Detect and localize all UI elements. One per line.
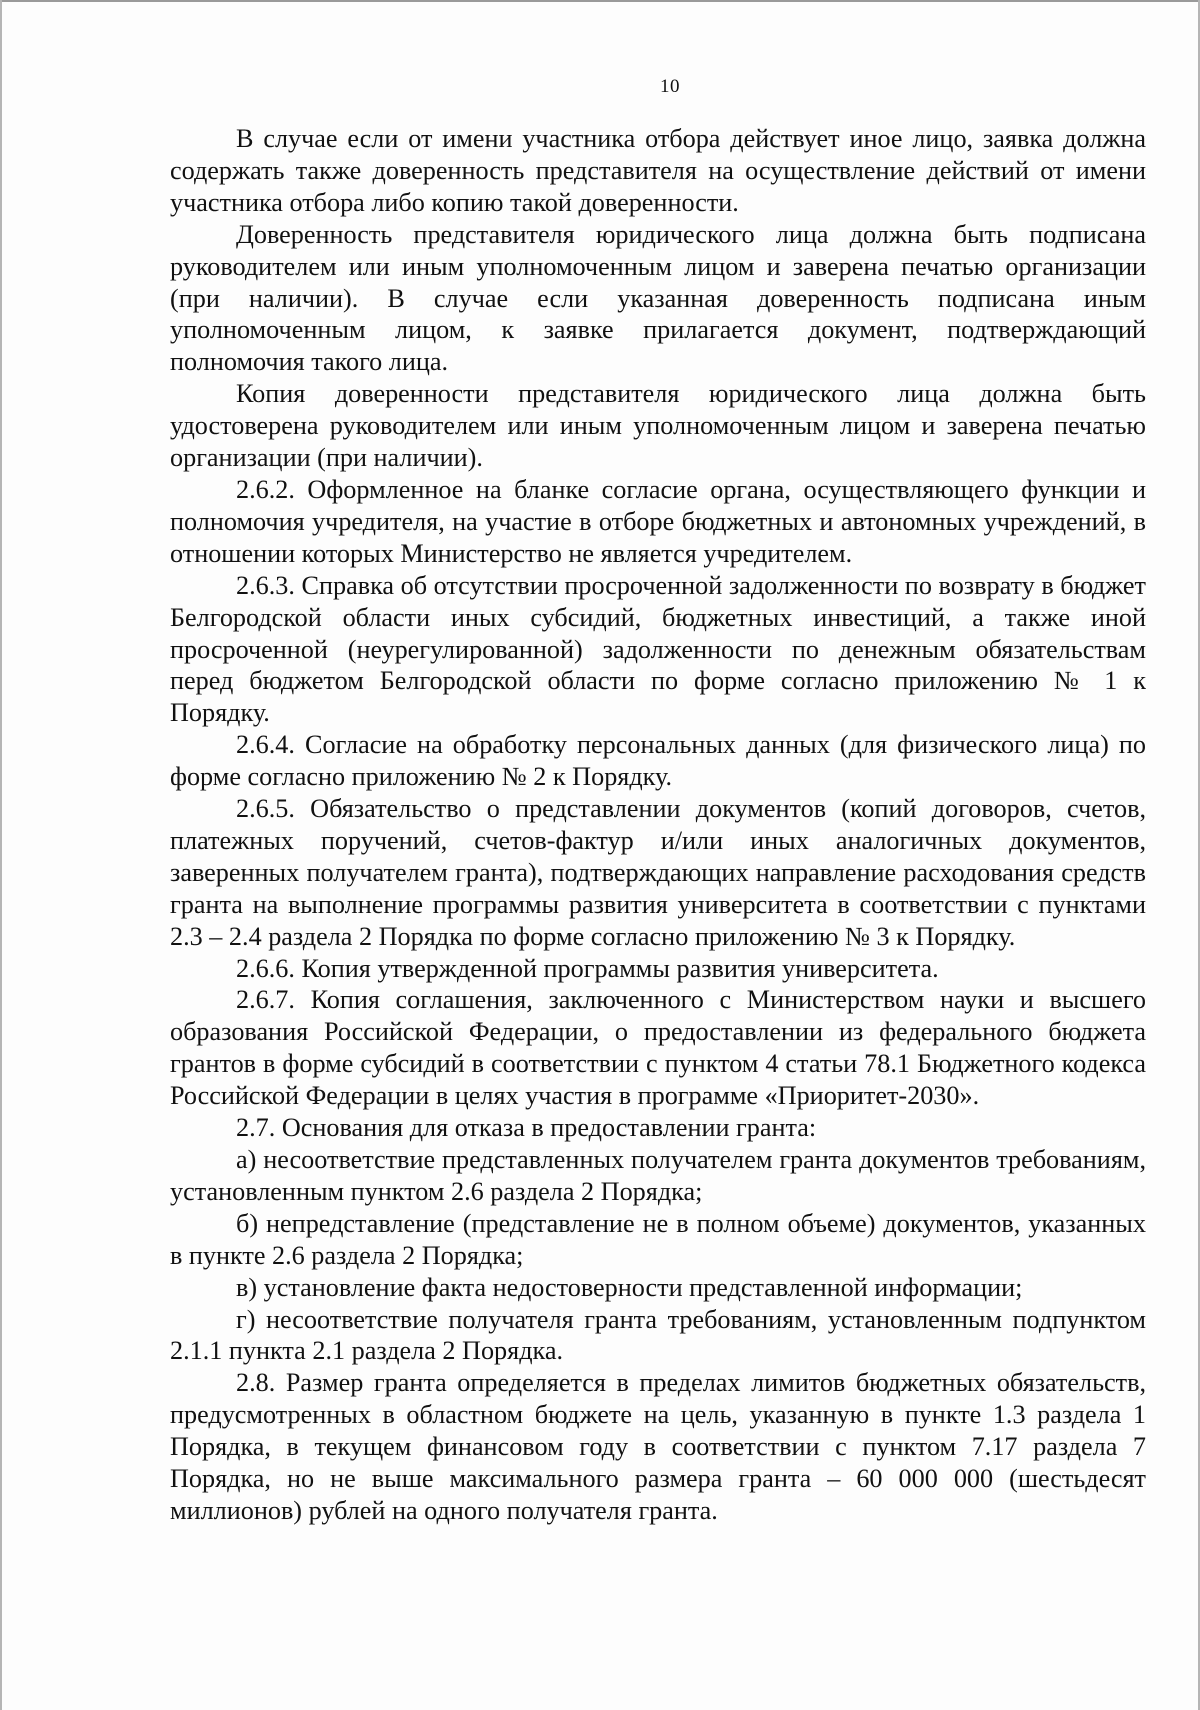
body-text [170,123,1146,1527]
paragraph-2-7-a: а) несоответствие представленных получателем гранта документов требованиям, установленным пунктом 2.6 раздела 2 Порядка; [170,1145,1146,1206]
paragraph-2-6-6: 2.6.6. Копия утвержденной программы развития университета. [236,953,939,983]
scan-edge-left [0,0,2,1710]
page-number: 10 [660,76,680,97]
paragraph-2-7-g: г) несоответствие получателя гранта требованиям, установленным подпунктом 2.1.1 пункта 2.1 раздела 2 Порядка. [170,1304,1146,1366]
paragraph-2-7-b: б) непредставление (представление не в полном объеме) документов, указанных в пункте 2.6 раздела 2 Порядка; [170,1208,1146,1270]
paragraph-2-8: 2.8. Размер гранта определяется в пределах лимитов бюджетных обязательств, предусмотренных в областном бюджете на цель, указанную в пункте 1.3 раздела 1 Порядка, в текущем финансовом году в соответствии с пунктом 7.17 раздела 7 Порядка, но не выше максимального размера гранта – 60 000 000 (шестьдесят миллионов) рублей на одного получателя гранта. [170,1368,1146,1525]
paragraph-power-of-attorney: Доверенность представителя юридического лица должна быть подписана руководителем или иным уполномоченным лицом и заверена печатью организации (при наличии). В случае если указанная доверенность подписана иным уполномоченным лицом, к заявке прилагается документ, подтверждающий полномочия такого лица. [170,219,1146,377]
paragraph-2-6-5: 2.6.5. Обязательство о представлении документов (копий договоров, счетов, платежных поручений, счетов-фактур и/или иных аналогичных документов, заверенных получателем гранта), подтверждающих направление расходования средств гранта на выполнение программы развития университета в соответствии с пунктами 2.3 – 2.4 раздела 2 Порядка по форме согласно приложению № 3 к Порядку. [170,794,1146,951]
paragraph-2-6-2: 2.6.2. Оформленное на бланке согласие органа, осуществляющего функции и полномочия учредителя, на участие в отборе бюджетных и автономных учреждений, в отношении которых Министерство не является учредителем. [170,474,1146,568]
scan-edge-top [0,0,1200,2]
paragraph-attorney-copy: Копия доверенности представителя юридического лица должна быть удостоверена руководителем или иным уполномоченным лицом и заверена печатью организации (при наличии). [170,379,1146,473]
paragraph-2-6-4: 2.6.4. Согласие на обработку персональных данных (для физического лица) по форме согласно приложению № 2 к Порядку. [170,730,1146,792]
paragraph-2-7: 2.7. Основания для отказа в предоставлении гранта: [236,1113,817,1143]
paragraph-2-7-v: в) установление факта недостоверности представленной информации; [236,1272,1023,1302]
paragraph-2-6-7: 2.6.7. Копия соглашения, заключенного с Министерством науки и высшего образования Российской Федерации, о предоставлении из федерального бюджета грантов в форме субсидий в соответствии с пунктом 4 статьи 78.1 Бюджетного кодекса Российской Федерации в целях участия в программе «Приоритет-2030». [170,985,1146,1111]
paragraph-representative: В случае если от имени участника отбора действует иное лицо, заявка должна содержать также доверенность представителя на осуществление действий от имени участника отбора либо копию такой доверенности. [170,124,1146,217]
paragraph-2-6-3: 2.6.3. Справка об отсутствии просроченной задолженности по возврату в бюджет Белгородской области иных субсидий, бюджетных инвестиций, а также иной просроченной (неурегулированной) задолженности по денежным обязательствам перед бюджетом Белгородской области по форме согласно приложению № 1 к Порядку. [170,570,1146,728]
